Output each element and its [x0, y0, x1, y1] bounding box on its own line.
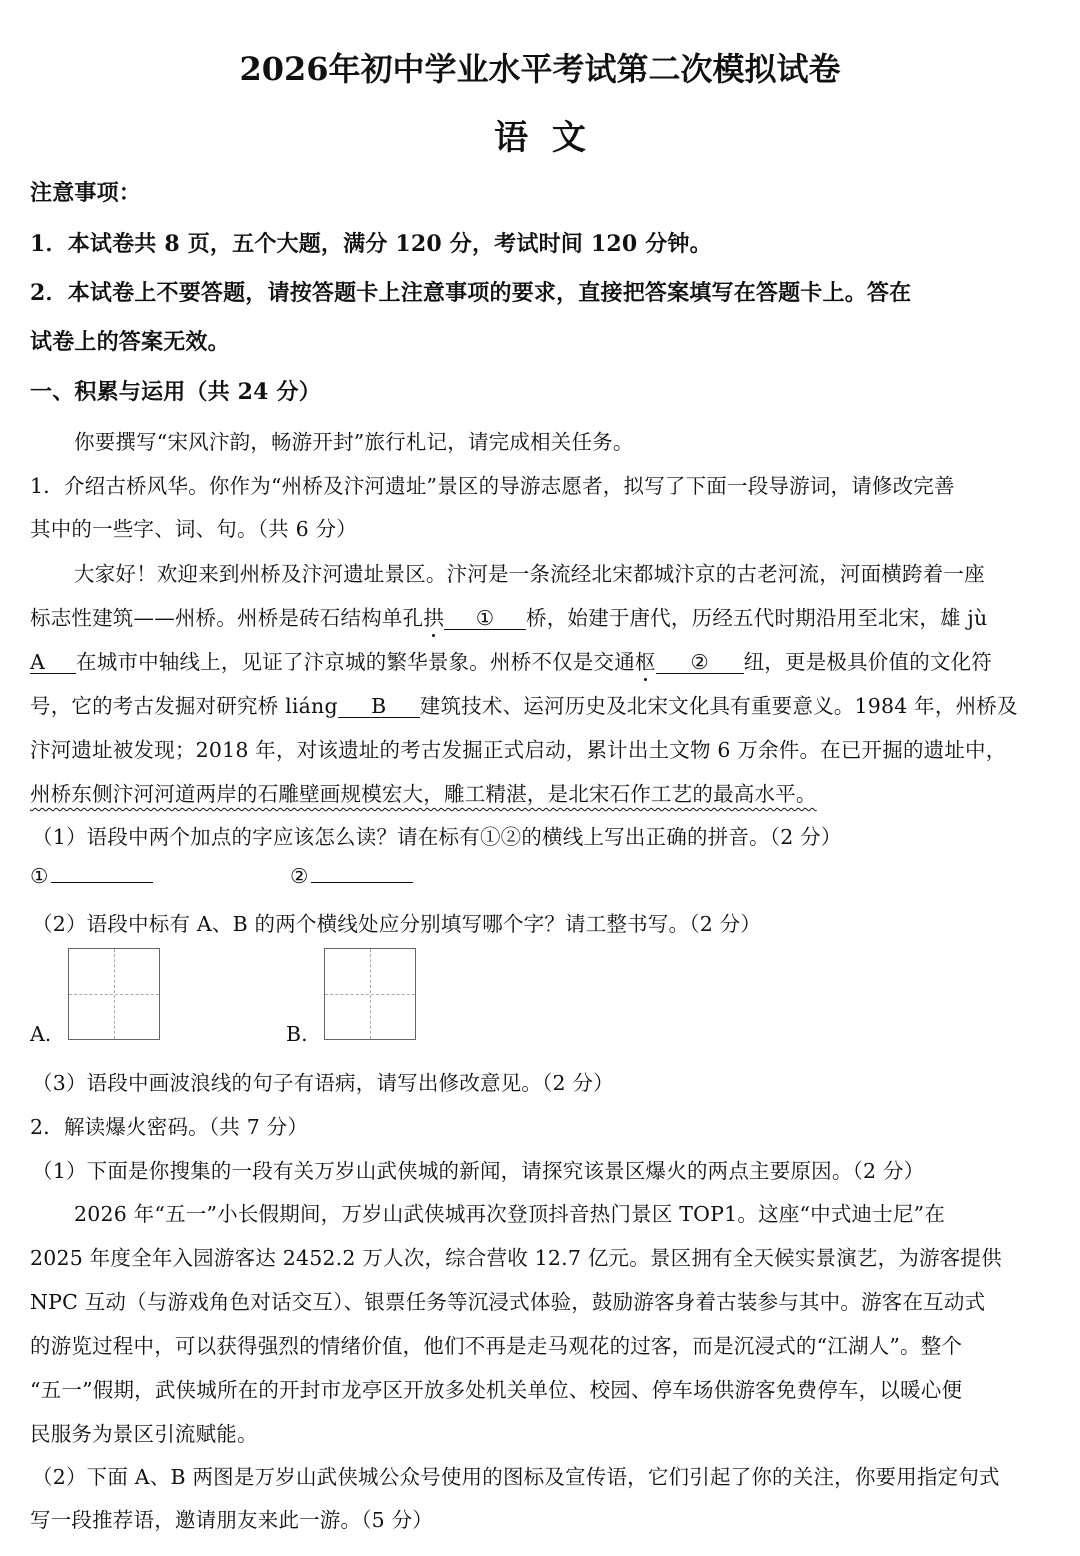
blank-1: ①: [444, 608, 526, 630]
q1-passage-line-3: [30, 645, 1056, 675]
passage-text: 纽，更是极具价值的文化符: [743, 650, 993, 674]
answer-label-1: ①: [30, 864, 49, 888]
q1-passage-line-4: [30, 689, 1056, 719]
q2-sub-1: （1）下面是你搜集的一段有关万岁山武侠城的新闻，请探究该景区爆火的两点主要原因。（2 分）: [32, 1159, 925, 1183]
notes-item-2-line-1: 2．本试卷上不要答题，请按答题卡上注意事项的要求，直接把答案填写在答题卡上。答在: [30, 280, 912, 306]
answer-label-2: ②: [290, 864, 309, 888]
passage-text: 桥，始建于唐代，历经五代时期沿用至北宋，雄 jù: [526, 606, 988, 630]
q1-passage-line-2: [30, 601, 1056, 631]
q2-passage-line-4: 的游览过程中，可以获得强烈的情绪价值，他们不再是走马观花的过客，而是沉浸式的“江湖人”。整个: [30, 1334, 963, 1358]
q2-sub-2-line-1: （2）下面 A、B 两图是万岁山武侠城公众号使用的图标及宣传语，它们引起了你的关注，你要用指定句式: [32, 1465, 1000, 1489]
q1-sub-1: （1）语段中两个加点的字应该怎么读？请在标有①②的横线上写出正确的拼音。（2 分）: [32, 825, 842, 849]
notes-heading: 注意事项：: [30, 180, 142, 206]
answer-blank-1[interactable]: [51, 881, 153, 883]
writing-grid-a[interactable]: [68, 948, 160, 1040]
wavy-underlined-sentence: 州桥东侧汴河河道两岸的石雕壁画规模宏大，雕工精湛，是北宋石作工艺的最高水平。: [30, 782, 817, 806]
q2-passage-line-6: 民服务为景区引流赋能。: [30, 1422, 258, 1446]
q1-sub-2: （2）语段中标有 A、B 的两个横线处应分别填写哪个字？请工整书写。（2 分）: [32, 912, 762, 936]
answer-blank-2[interactable]: [311, 881, 413, 883]
section-1-heading: 一、积累与运用（共 24 分）: [30, 379, 321, 405]
passage-text: 在城市中轴线上，见证了汴京城的繁华景象。州桥不仅是交通: [76, 650, 635, 674]
passage-text: 号，它的考古发掘对研究桥 liáng: [30, 694, 338, 718]
blank-b: B: [338, 696, 420, 718]
notes-item-1: 1．本试卷共 8 页，五个大题，满分 120 分，考试时间 120 分钟。: [30, 231, 712, 257]
subject-title: 语 文: [494, 118, 586, 158]
q2-prompt: 2．解读爆火密码。（共 7 分）: [30, 1115, 309, 1139]
grid-label-b: B.: [286, 1022, 308, 1046]
q1-prompt-line-2: 其中的一些字、词、句。（共 6 分）: [30, 517, 357, 541]
passage-text: 标志性建筑——州桥。州桥是砖石结构单孔: [30, 606, 424, 630]
q1-prompt-line-1: 1．介绍古桥风华。你作为“州桥及汴河遗址”景区的导游志愿者，拟写了下面一段导游词，请修改完善: [30, 474, 955, 498]
q1-passage-line-6: [30, 777, 1056, 807]
q1-sub-3: （3）语段中画波浪线的句子有语病，请写出修改意见。（2 分）: [32, 1071, 614, 1095]
exam-title: 2026年初中学业水平考试第二次模拟试卷: [239, 50, 841, 88]
q1-passage-line-1: 大家好！欢迎来到州桥及汴河遗址景区。汴河是一条流经北宋都城汴京的古老河流，河面横跨着一座: [74, 562, 985, 586]
passage-text: 建筑技术、运河历史及北宋文化具有重要意义。1984 年，州桥及: [419, 694, 1018, 718]
dotted-char-2: 枢: [635, 645, 656, 675]
q2-sub-2-line-2: 写一段推荐语，邀请朋友来此一游。（5 分）: [30, 1508, 434, 1532]
dotted-char-1: 拱: [423, 601, 444, 631]
blank-a: A: [30, 652, 76, 674]
notes-item-2-line-2: 试卷上的答案无效。: [30, 329, 230, 355]
grid-label-a: A.: [30, 1022, 52, 1046]
q1-sub-1-answers: [30, 864, 1056, 888]
q1-passage-line-5: 汴河遗址被发现；2018 年，对该遗址的考古发掘正式启动，累计出土文物 6 万余件。在已开掘的遗址中，: [30, 738, 1007, 762]
blank-2: ②: [656, 652, 744, 674]
writing-grid-b[interactable]: [324, 948, 416, 1040]
q2-passage-line-1: 2026 年“五一”小长假期间，万岁山武侠城再次登顶抖音热门景区 TOP1。这座“中式迪士尼”在: [74, 1202, 946, 1226]
q2-passage-line-2: 2025 年度全年入园游客达 2452.2 万人次，综合营收 12.7 亿元。景区拥有全天候实景演艺，为游客提供: [30, 1246, 1002, 1270]
section-1-intro: 你要撰写“宋风汴韵，畅游开封”旅行札记，请完成相关任务。: [74, 430, 634, 454]
q2-passage-line-5: “五一”假期，武侠城所在的开封市龙亭区开放多处机关单位、校园、停车场供游客免费停车，以暖心便: [30, 1378, 963, 1402]
q2-passage-line-3: NPC 互动（与游戏角色对话交互）、银票任务等沉浸式体验，鼓励游客身着古装参与其中。游客在互动式: [30, 1290, 986, 1314]
